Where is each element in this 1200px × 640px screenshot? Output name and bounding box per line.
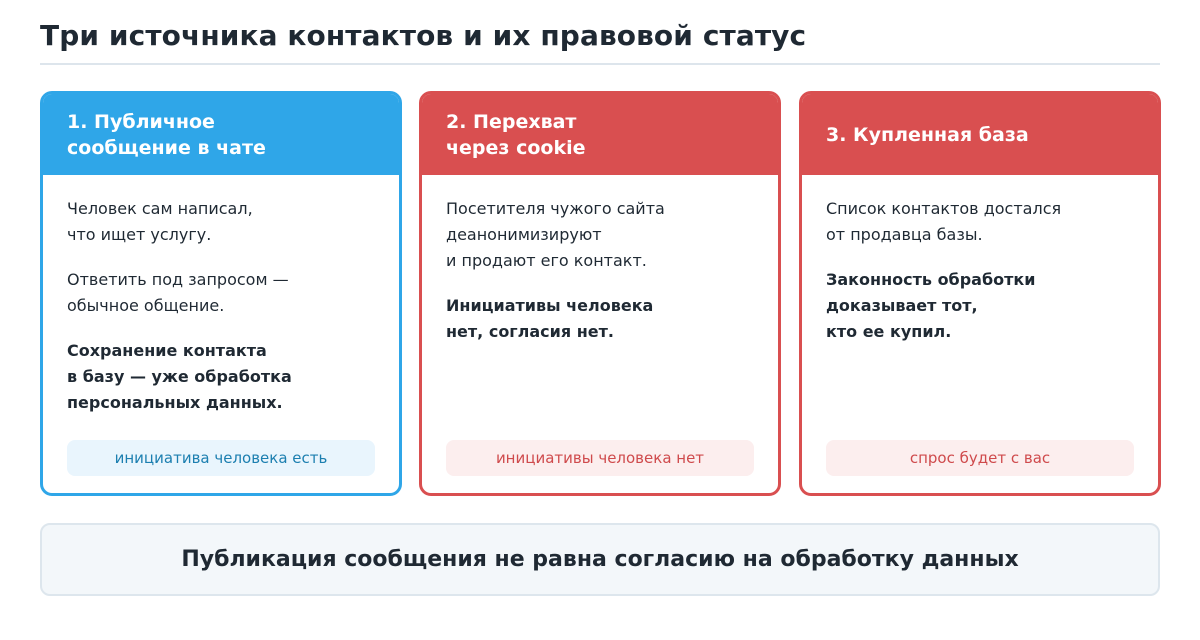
card-header	[802, 94, 1158, 175]
status-badge: инициатива человека есть	[67, 440, 375, 476]
card-title: 1. Публичное сообщение в чате	[67, 110, 266, 159]
card-text: Посетителя чужого сайта деанонимизируют и продают его контакт.	[446, 199, 665, 270]
card-key-point: Сохранение контакта в базу — уже обработка персональных данных.	[67, 341, 292, 412]
card-text: Список контактов достался от продавца базы.	[826, 199, 1062, 244]
card-header	[43, 94, 399, 175]
card-purchased-database	[799, 91, 1161, 496]
card-key-point: Законность обработки доказывает тот, кто ее купил.	[826, 270, 1036, 341]
card-body	[67, 196, 377, 435]
conclusion-text: Публикация сообщения не равна согласию на обработку данных	[181, 547, 1019, 572]
page-title: Три источника контактов и их правовой статус	[40, 19, 807, 52]
status-badge: спрос будет с вас	[826, 440, 1134, 476]
card-title: 3. Купленная база	[826, 123, 1029, 146]
card-header	[422, 94, 778, 175]
card-public-message	[40, 91, 402, 496]
card-body	[826, 196, 1136, 364]
status-badge: инициативы человека нет	[446, 440, 754, 476]
source-cards	[40, 91, 1160, 496]
card-text: Человек сам написал, что ищет услугу.	[67, 199, 253, 244]
card-title: 2. Перехват через cookie	[446, 110, 586, 159]
conclusion-box	[40, 523, 1160, 596]
card-text: Ответить под запросом — обычное общение.	[67, 270, 289, 315]
title-divider	[40, 63, 1160, 65]
card-body	[446, 196, 756, 364]
card-key-point: Инициативы человека нет, согласия нет.	[446, 296, 654, 341]
card-cookie-interception	[419, 91, 781, 496]
